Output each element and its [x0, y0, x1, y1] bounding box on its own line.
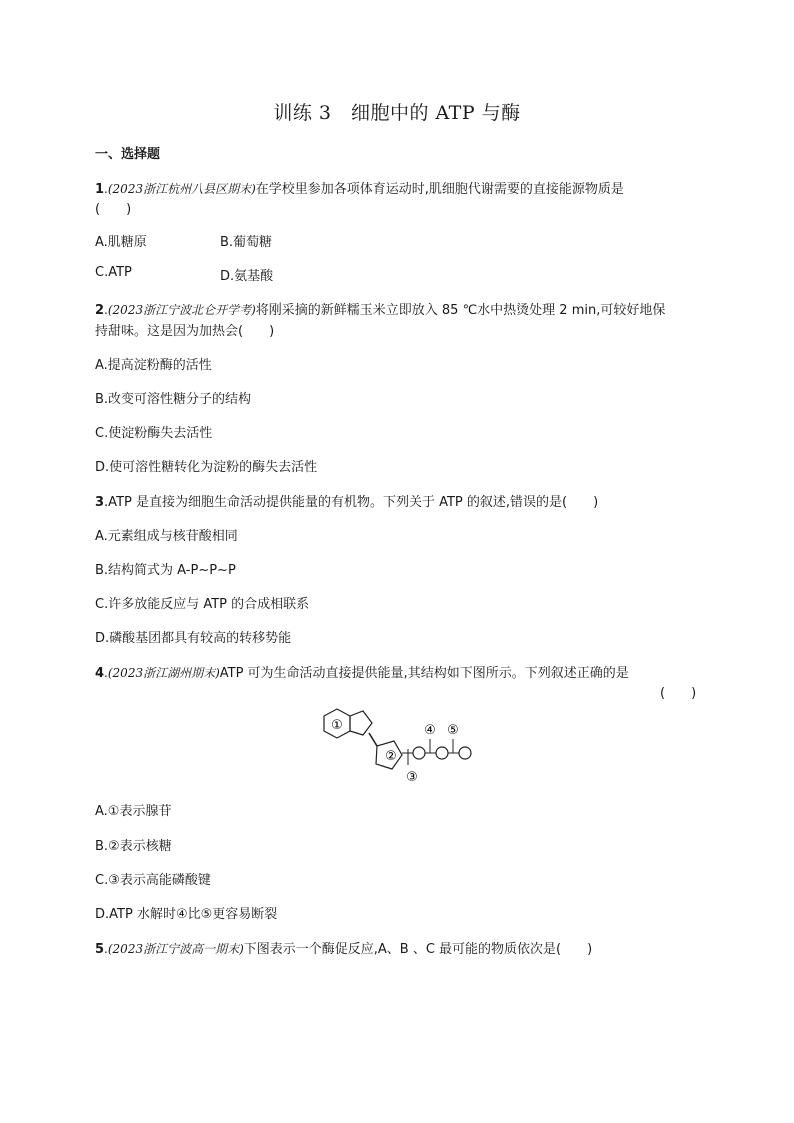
q2-source: .(2023浙江宁波北仑开学考)	[104, 303, 256, 317]
q2-option-c: C.使淀粉酶失去活性	[95, 426, 213, 441]
q3-stem	[95, 491, 598, 510]
q2-option-d: D.使可溶性糖转化为淀粉的酶失去活性	[95, 460, 318, 475]
q1-option-d: D.氨基酸	[220, 269, 274, 284]
q4-answer-paren: ( )	[660, 686, 697, 701]
q1-answer-paren: ( )	[95, 202, 132, 217]
q4-option-d: D.ATP 水解时④比⑤更容易断裂	[95, 907, 278, 922]
phosphate-1	[413, 747, 425, 759]
q3-number: 3	[95, 495, 105, 510]
label-5: ⑤	[447, 723, 459, 738]
q4-source: .(2023浙江湖州期末)	[104, 666, 220, 680]
q2-text-line1: 将刚采摘的新鲜糯玉米立即放入 85 ℃水中热烫处理 2 min,可较好地保	[255, 303, 666, 318]
q4-stem	[95, 662, 629, 681]
label-1: ①	[331, 718, 343, 733]
q2-option-b: B.改变可溶性糖分子的结构	[95, 392, 252, 407]
q2-option-a: A.提高淀粉酶的活性	[95, 358, 212, 373]
q1-number: 1	[95, 182, 105, 197]
section-heading: 一、选择题	[95, 147, 161, 162]
q1-text: 在学校里参加各项体育运动时,肌细胞代谢需要的直接能源物质是	[255, 182, 624, 197]
label-4: ④	[424, 723, 436, 738]
q5-text: 下图表示一个酶促反应,A、B 、C 最可能的物质依次是( )	[243, 942, 593, 957]
page-title: 训练 3 细胞中的 ATP 与酶	[273, 102, 521, 124]
label-3: ③	[406, 770, 418, 785]
phosphate-3	[459, 747, 471, 759]
q2-number: 2	[95, 303, 105, 318]
label-2: ②	[385, 749, 397, 764]
q5-source: .(2023浙江宁波高一期末)	[104, 942, 244, 956]
glycosidic-bond	[369, 733, 377, 746]
q4-option-b: B.②表示核糖	[95, 839, 172, 854]
q4-text: ATP 可为生命活动直接提供能量,其结构如下图所示。下列叙述正确的是	[219, 666, 629, 681]
q3-option-b: B.结构简式为 A-P~P~P	[95, 563, 236, 578]
q3-option-d: D.磷酸基团都具有较高的转移势能	[95, 631, 292, 646]
phosphate-2	[436, 747, 448, 759]
atp-structure-diagram	[310, 705, 480, 787]
q5-number: 5	[95, 942, 105, 957]
q2-text-line2: 持甜味。这是因为加热会( )	[95, 324, 275, 339]
q3-text: .ATP 是直接为细胞生命活动提供能量的有机物。下列关于 ATP 的叙述,错误的是( )	[104, 495, 599, 510]
q1-option-b: B.葡萄糖	[220, 235, 273, 250]
q1-stem	[95, 178, 624, 197]
q3-option-a: A.元素组成与核苷酸相同	[95, 529, 238, 544]
adenine-pentagon	[350, 711, 372, 735]
q1-option-a: A.肌糖原	[95, 235, 147, 250]
q5-stem	[95, 938, 592, 957]
q4-option-a: A.①表示腺苷	[95, 804, 172, 819]
q1-option-c: C.ATP	[95, 265, 132, 280]
q2-stem	[95, 299, 665, 318]
q3-option-c: C.许多放能反应与 ATP 的合成相联系	[95, 597, 310, 612]
q4-number: 4	[95, 666, 105, 681]
q4-option-c: C.③表示高能磷酸键	[95, 873, 211, 888]
q1-source: .(2023浙江杭州八县区期末)	[104, 182, 256, 196]
